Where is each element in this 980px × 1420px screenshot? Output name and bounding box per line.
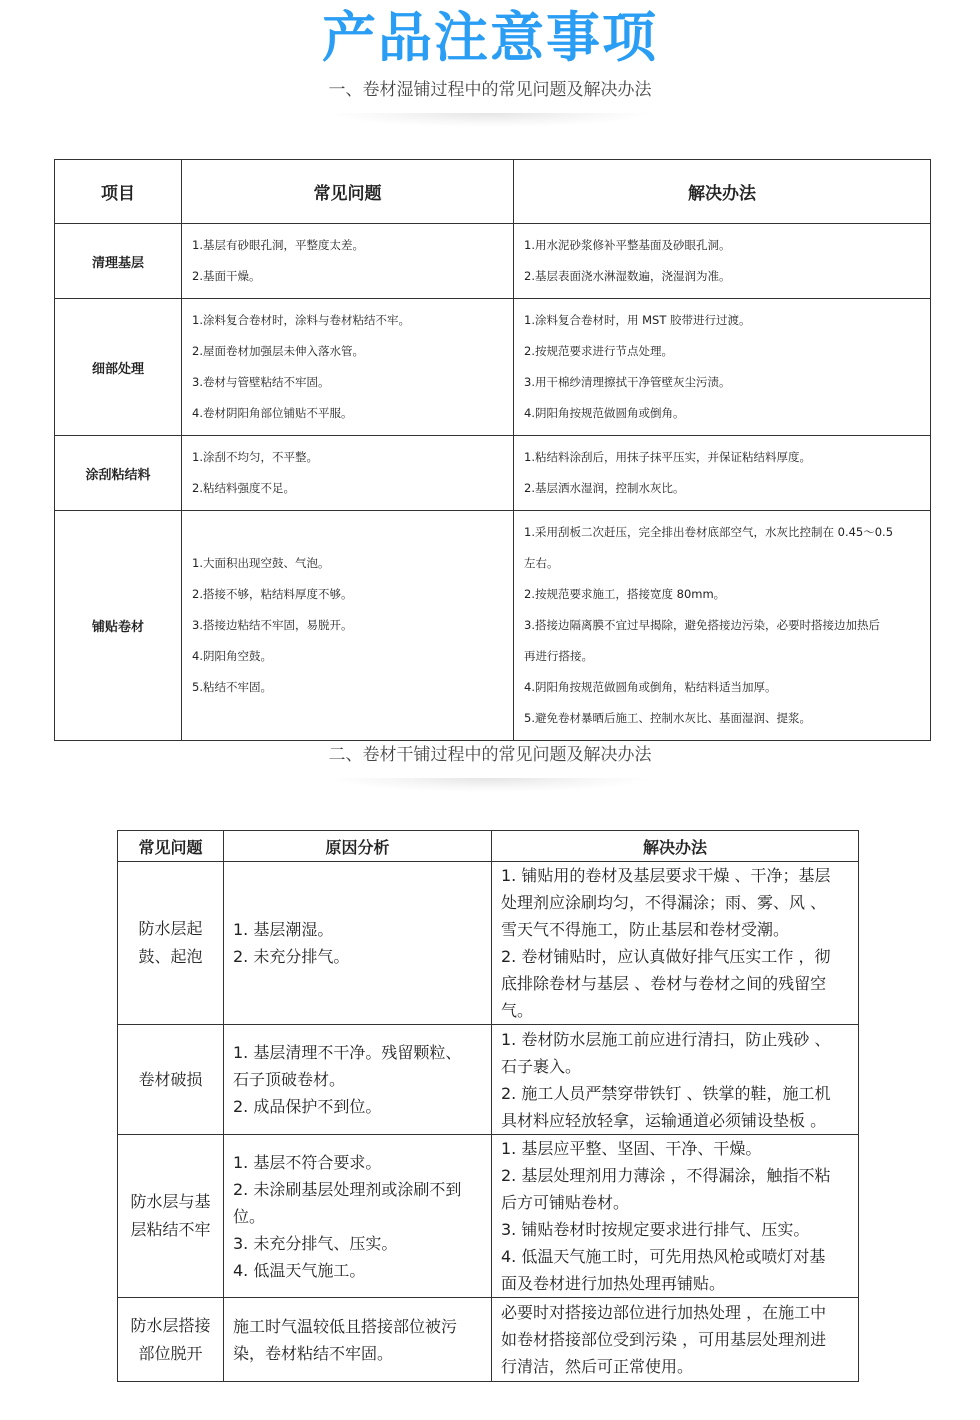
subtitle-shadow-divider bbox=[330, 113, 650, 127]
category-cell: 涂刮粘结料 bbox=[55, 436, 182, 511]
problem-cell bbox=[118, 1135, 224, 1298]
solution-line: 处理剂应涂刷均匀，不得漏涂；雨、雾、风 、 bbox=[501, 893, 827, 912]
solution-line: 2. 基层处理剂用力薄涂 ，不得漏涂，触指不粘 bbox=[501, 1166, 831, 1185]
column-header: 解决办法 bbox=[514, 160, 931, 224]
solutions-cell bbox=[492, 862, 859, 1025]
solutions-cell bbox=[492, 1135, 859, 1298]
cause-line: 2. 未涂刷基层处理剂或涂刷不到 bbox=[233, 1179, 462, 1199]
solutions-cell bbox=[514, 436, 931, 511]
solution-line: 行清洁，然后可正常使用。 bbox=[501, 1357, 694, 1376]
problem-line: 3.卷材与管壁粘结不牢固。 bbox=[192, 375, 330, 389]
problem-line: 鼓、起泡 bbox=[138, 947, 203, 966]
solution-line: 4. 低温天气施工时，可先用热风枪或喷灯对基 bbox=[501, 1247, 826, 1266]
solution-line: 雪天气不得施工，防止基层和卷材受潮。 bbox=[501, 920, 790, 939]
column-header: 项目 bbox=[55, 160, 182, 224]
column-header: 常见问题 bbox=[182, 160, 514, 224]
category-cell: 铺贴卷材 bbox=[55, 511, 182, 741]
dry-laying-table bbox=[117, 830, 859, 1382]
solution-line: 1. 基层应平整、坚固、干净、干燥。 bbox=[501, 1139, 762, 1158]
section2-subtitle: 二、卷材干铺过程中的常见问题及解决办法 bbox=[328, 745, 652, 765]
problem-line: 4.卷材阴阳角部位铺贴不平服。 bbox=[192, 406, 353, 420]
problem-cell bbox=[118, 1298, 224, 1382]
solution-line: 2.基层洒水湿润，控制水灰比。 bbox=[524, 481, 685, 495]
cause-line: 1. 基层清理不干净。残留颗粒、 bbox=[233, 1043, 462, 1062]
solution-line: 石子裹入。 bbox=[501, 1056, 582, 1076]
solution-line: 3.搭接边隔离膜不宜过早揭除，避免搭接边污染，必要时搭接边加热后 bbox=[524, 618, 880, 632]
solution-line: 5.避免卷材暴晒后施工、控制水灰比、基面湿润、提浆。 bbox=[524, 711, 811, 725]
page-title: 产品注意事项 bbox=[322, 6, 658, 69]
solutions-cell bbox=[514, 511, 931, 741]
cause-line: 1. 基层潮湿。 bbox=[233, 920, 334, 939]
solution-line: 底排除卷材与基层 、卷材与卷材之间的残留空 bbox=[501, 974, 827, 993]
solution-line: 左右。 bbox=[524, 556, 559, 570]
table-row bbox=[118, 1298, 859, 1382]
solution-line: 4.阴阳角按规范做圆角或倒角。 bbox=[524, 406, 685, 420]
problem-line: 2.基面干燥。 bbox=[192, 269, 261, 283]
solution-line: 3.用干棉纱清理擦拭干净管壁灰尘污渍。 bbox=[524, 375, 731, 389]
problems-cell bbox=[182, 436, 514, 511]
cause-line: 2. 未充分排气。 bbox=[233, 947, 350, 966]
table-header-row bbox=[55, 160, 931, 224]
solution-line: 2.按规范要求施工，搭接宽度 80mm。 bbox=[524, 587, 726, 601]
problem-line: 1.基层有砂眼孔洞，平整度太差。 bbox=[192, 238, 364, 252]
problems-cell bbox=[182, 224, 514, 299]
cause-line: 染，卷材粘结不牢固。 bbox=[233, 1343, 394, 1363]
solution-line: 1. 铺贴用的卷材及基层要求干燥 、干净；基层 bbox=[501, 866, 831, 885]
table-row bbox=[118, 1025, 859, 1135]
solution-line: 具材料应轻放轻拿，运输通道必须铺设垫板 。 bbox=[501, 1110, 827, 1130]
solution-line: 4.阴阳角按规范做圆角或倒角，粘结料适当加厚。 bbox=[524, 680, 777, 694]
solution-line: 2. 施工人员严禁穿带铁钉 、铁掌的鞋，施工机 bbox=[501, 1083, 831, 1103]
category-cell: 清理基层 bbox=[55, 224, 182, 299]
table-row bbox=[55, 511, 931, 741]
category-cell: 细部处理 bbox=[55, 299, 182, 436]
problem-line: 卷材破损 bbox=[138, 1069, 203, 1089]
problem-line: 部位脱开 bbox=[138, 1343, 203, 1363]
table-row bbox=[118, 1135, 859, 1298]
problems-cell bbox=[182, 511, 514, 741]
problem-line: 1.涂料复合卷材时，涂料与卷材粘结不牢。 bbox=[192, 313, 410, 327]
cause-line: 1. 基层不符合要求。 bbox=[233, 1152, 382, 1172]
table-row bbox=[55, 436, 931, 511]
solution-line: 1.粘结料涂刮后，用抹子抹平压实，并保证粘结料厚度。 bbox=[524, 450, 811, 464]
solutions-cell bbox=[492, 1025, 859, 1135]
table-header-row bbox=[118, 831, 859, 862]
table-row bbox=[55, 299, 931, 436]
solution-line: 1.涂料复合卷材时，用 MST 胶带进行过渡。 bbox=[524, 313, 751, 327]
problem-line: 2.搭接不够，粘结料厚度不够。 bbox=[192, 587, 353, 601]
section1-subtitle: 一、卷材湿铺过程中的常见问题及解决办法 bbox=[328, 80, 652, 100]
causes-cell bbox=[224, 1025, 492, 1135]
cause-line: 石子顶破卷材。 bbox=[233, 1070, 346, 1089]
column-header: 常见问题 bbox=[118, 831, 224, 862]
solution-line: 再进行搭接。 bbox=[524, 649, 593, 663]
table-row bbox=[118, 862, 859, 1025]
solution-line: 2. 卷材铺贴时，应认真做好排气压实工作 ，彻 bbox=[501, 947, 831, 966]
solution-line: 必要时对搭接边部位进行加热处理 ，在施工中 bbox=[501, 1303, 827, 1322]
solution-line: 1.采用刮板二次赶压，完全排出卷材底部空气，水灰比控制在 0.45～0.5 bbox=[524, 525, 894, 539]
problem-line: 防水层起 bbox=[138, 919, 203, 938]
problem-line: 防水层搭接 bbox=[130, 1315, 211, 1335]
cause-line: 4. 低温天气施工。 bbox=[233, 1260, 366, 1280]
problem-line: 2.粘结料强度不足。 bbox=[192, 481, 295, 495]
causes-cell bbox=[224, 862, 492, 1025]
problem-cell bbox=[118, 862, 224, 1025]
solution-line: 1.用水泥砂浆修补平整基面及砂眼孔洞。 bbox=[524, 238, 731, 252]
problem-cell bbox=[118, 1025, 224, 1135]
problem-line: 2.屋面卷材加强层未伸入落水管。 bbox=[192, 344, 364, 358]
problem-line: 防水层与基 bbox=[130, 1192, 211, 1211]
solution-line: 后方可铺贴卷材。 bbox=[501, 1193, 630, 1212]
solutions-cell bbox=[514, 224, 931, 299]
problem-line: 1.大面积出现空鼓、气泡。 bbox=[192, 556, 330, 570]
problem-line: 3.搭接边粘结不牢固，易脱开。 bbox=[192, 618, 353, 632]
problem-line: 5.粘结不牢固。 bbox=[192, 680, 272, 694]
solution-line: 如卷材搭接部位受到污染 ，可用基层处理剂进 bbox=[501, 1330, 827, 1349]
solution-line: 面及卷材进行加热处理再铺贴。 bbox=[501, 1274, 726, 1293]
cause-line: 3. 未充分排气、压实。 bbox=[233, 1233, 398, 1253]
solution-line: 2.基层表面浇水淋湿数遍，浇湿润为准。 bbox=[524, 269, 731, 283]
solutions-cell bbox=[492, 1298, 859, 1382]
column-header: 解决办法 bbox=[492, 831, 859, 862]
table-row bbox=[55, 224, 931, 299]
solution-line: 气。 bbox=[501, 1001, 534, 1020]
cause-line: 施工时气温较低且搭接部位被污 bbox=[233, 1316, 458, 1336]
cause-line: 位。 bbox=[233, 1206, 266, 1226]
cause-line: 2. 成品保护不到位。 bbox=[233, 1097, 382, 1116]
causes-cell bbox=[224, 1135, 492, 1298]
column-header: 原因分析 bbox=[224, 831, 492, 862]
solutions-cell bbox=[514, 299, 931, 436]
wet-laying-table bbox=[54, 159, 931, 741]
problem-line: 层粘结不牢 bbox=[130, 1220, 211, 1239]
problem-line: 1.涂刮不均匀，不平整。 bbox=[192, 450, 318, 464]
problems-cell bbox=[182, 299, 514, 436]
problem-line: 4.阴阳角空鼓。 bbox=[192, 649, 272, 663]
causes-cell bbox=[224, 1298, 492, 1382]
subtitle-shadow-divider bbox=[330, 778, 650, 792]
solution-line: 3. 铺贴卷材时按规定要求进行排气、压实。 bbox=[501, 1220, 810, 1239]
solution-line: 2.按规范要求进行节点处理。 bbox=[524, 344, 673, 358]
solution-line: 1. 卷材防水层施工前应进行清扫，防止残砂 、 bbox=[501, 1029, 831, 1049]
